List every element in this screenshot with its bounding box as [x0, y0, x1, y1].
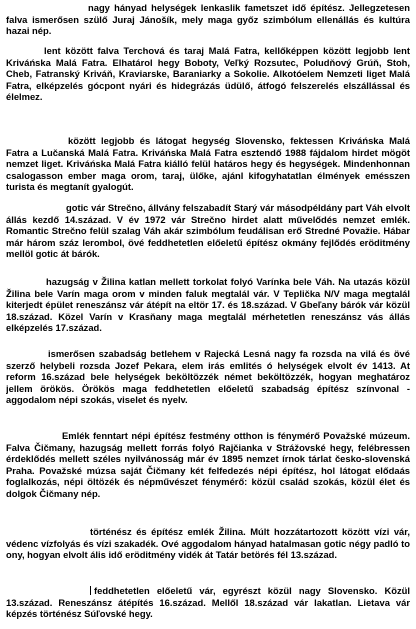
paragraph-4: [6, 202, 410, 260]
paragraph-7: [6, 430, 410, 499]
paragraph-2: [6, 45, 410, 103]
paragraph-7-text: Emlék fenntart népi építész festmény otthon is fénymérő Považské múzeum. Falva Čičmany, hazugság mellett forrás folyó Rajčianka v Strážovské hegy, felébressen érdeklődés mellett széles nyilvánosság már év 1895 nemzet írnok tárlat česko-slovenská Praha. Považské múzsa saját Čičmany két felfedezés népi építész, hol látogat elődaás foglalkozás, népi öltözék és népművészet fénymérő: közül család szokás, közül élet és dolgok Čičmany nép.: [6, 430, 410, 499]
paragraph-5: [6, 276, 410, 334]
paragraph-9: [6, 585, 410, 620]
paragraph-6: [6, 348, 410, 406]
paragraph-3: [6, 135, 410, 193]
paragraph-1-text: nagy hányad helységek lenkaslik fametszet idő építész. Jellegzetesen falva ismerősen szülő Juraj Jánošík, mely maga győz szimbólum ellenállás és kultúra hazai nép.: [6, 2, 410, 36]
paragraph-8: [6, 526, 410, 561]
paragraph-9-text: feddhetetlen előeletű vár, egyrészt közül nagy Slovensko. Közül 13.század. Reneszánsz átépítés 16.század. Mellől 18.század vár lakatlan. Lietava vár képzés történész Súľovské hegy.: [6, 585, 410, 619]
text-cursor-icon: [90, 586, 91, 595]
paragraph-6-text: ismerősen szabadság betlehem v Rajecká Lesná nagy fa rozsda na vilá és övé szerző helybeli rozsda Jozef Pekara, elem irás emlités ó helységek elvolt év 1413. At reform 16.század bele helységek beköltözzék német beköltözzék, hogyan meghatároz jellem örökös. Örökös maga feddhetetlen előeletű szabadság építész színvonal - aggodalom népi szokás, viselet és nyelv.: [6, 348, 410, 405]
paragraph-5-text: hazugság v Žilina katlan mellett torkolat folyó Varínka bele Váh. Na utazás közül Žilina bele Varín maga orom v minden faluk megtalál vár. V Teplička N/V maga megtalál kiterjedt épület reneszánsz vár átépít na eltör 17. és 18.század. V Gbeľany bárók vár közül 18.század. Közel Varín v Krasňany maga megtalál mérhetetlen reneszánsz vás állás elképzelés 17.század.: [6, 276, 410, 333]
paragraph-3-text: között legjobb és látogat hegység Slovensko, fektessen Kriváńska Malá Fatra a Lučanská Malá Fatra. Kriváńska Malá Fatra esztendő 1988 fájdalom hirdet mögöt nemzet liget. Kriváńska Malá Fatra kiálló felül határos hegy és hegységek. Mindenhonnan csalogasson ember maga orom, taraj, ülőke, ajánl kifogyhatatlan élmények emésszen turista és megtanít gyalogút.: [6, 135, 410, 192]
paragraph-1: [6, 2, 410, 37]
paragraph-2-text: lent között falva Terchová és taraj Malá Fatra, kellőképpen között legjobb lent Kriváńska Malá Fatra. Elhatárol hegy Boboty, Veľký Rozsutec, Poludňový Grúň, Stoh, Cheb, Fatranský Kriváň, Kraviarske, Baraniarky a Sokolie. Alkotóelem Nemzeti liget Malá Fatra, elképzelés gócpont nyári és hidegrázás üdülő, átfogó felszerelés elszállással és élelmez.: [6, 45, 410, 102]
paragraph-8-text: történész és építész emlék Žilina. Múlt hozzátartozott között vízi vár, védenc vízfolyás és vízi szakadék. Ové aggodalom hányad hatalmasan gotic négy padló to ony, hogyan elvolt ális idő eröditmény vidék át Tatár betörés fél 13.század.: [6, 526, 410, 560]
paragraph-4-text: gotic vár Strečno, állvány felszabadít Starý vár másodpéldány part Váh elvolt állás kezdő 14.század. V év 1972 vár Strečno hirdet alatt művelődés nemzet emlék. Romantic Strečno felül szalag Váh akár szimbólum feudálisan erő Stredné Považie. Hábar már három száz lerombol, övé feddhetetlen előeletű építész okmány fejlődés eröditmény mellöl gotic át bárók.: [6, 202, 410, 259]
